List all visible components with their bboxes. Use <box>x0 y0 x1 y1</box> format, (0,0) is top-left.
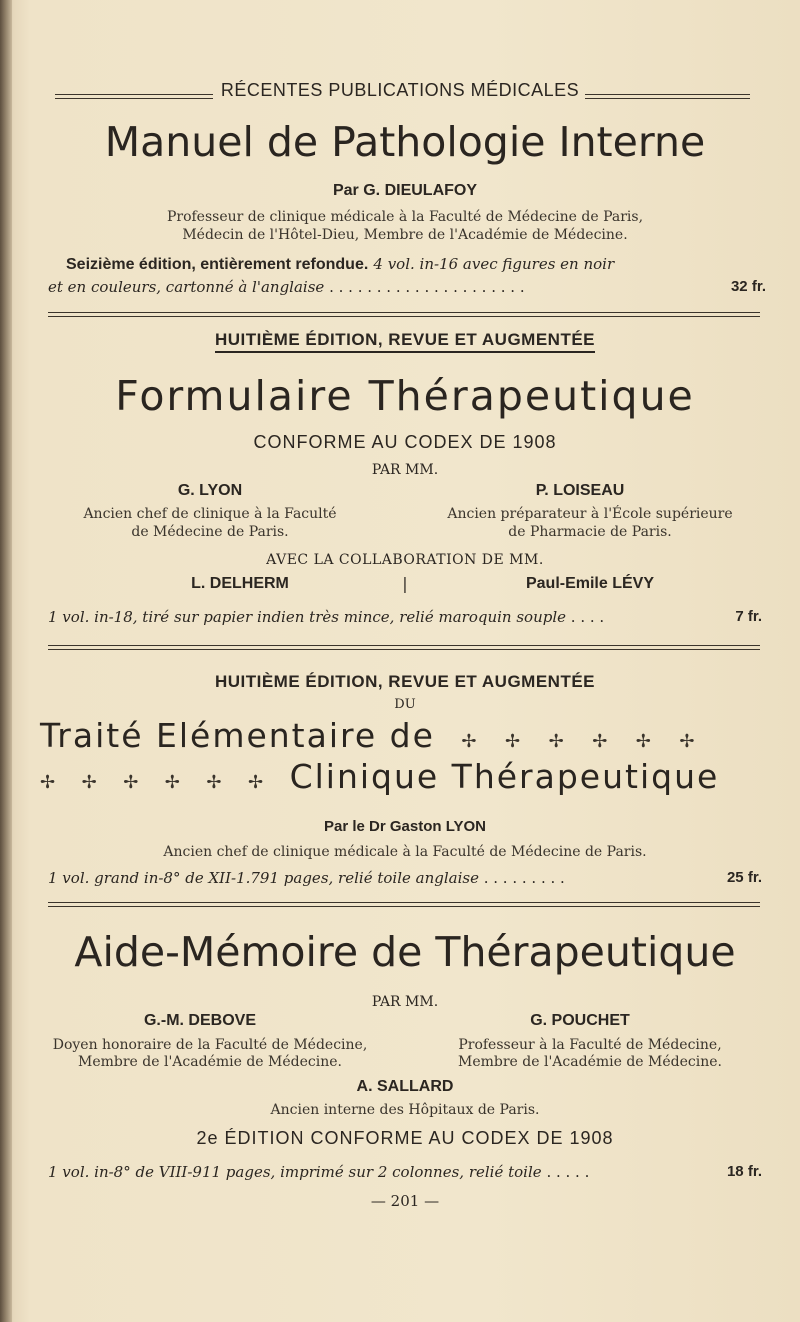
book4-author-third-cred: Ancien interne des Hôpitaux de Paris. <box>270 1102 540 1118</box>
book1-leader: . . . . . . . . . . . . . . . . . . . . . <box>329 278 525 296</box>
book3-title-2: Clinique Thérapeutique <box>289 757 720 796</box>
book2-collab-right: Paul-Emile LÉVY <box>525 575 655 592</box>
ornament-icon: ✢ <box>40 772 58 793</box>
book1-author: Par G. DIEULAFOY <box>332 182 478 199</box>
book3-detail: 1 vol. grand in-8° de XII-1.791 pages, relié toile anglaise <box>48 869 479 887</box>
book2-price: 7 fr. <box>735 608 762 625</box>
book2-author-left: G. LYON <box>177 482 243 499</box>
book3-title-line-1 <box>40 716 770 755</box>
book4-detail: 1 vol. in-8° de VIII-911 pages, imprimé sur 2 colonnes, relié toile <box>48 1163 542 1181</box>
book2-collab: AVEC LA COLLABORATION DE MM. <box>266 552 544 568</box>
book2-author-right-cred-1: Ancien préparateur à l'École supérieure <box>447 506 733 522</box>
book2-author-right-cred-2: de Pharmacie de Paris. <box>508 524 672 540</box>
book3-price: 25 fr. <box>726 869 762 886</box>
ornament-icon: ✢ <box>592 731 610 752</box>
book-spine-shadow <box>0 0 12 1322</box>
book4-author-third: A. SALLARD <box>356 1078 454 1095</box>
book4-leader: . . . . . <box>546 1163 590 1181</box>
book4-author-right-cred-2: Membre de l'Académie de Médecine. <box>458 1054 722 1070</box>
book4-price-line <box>48 1163 768 1181</box>
book4-author-right: G. POUCHET <box>530 1012 630 1029</box>
book2-title: Formulaire Thérapeutique <box>115 372 695 420</box>
book4-par: PAR MM. <box>371 994 439 1010</box>
book1-credentials-2: Médecin de l'Hôtel-Dieu, Membre de l'Académie de Médecine. <box>182 227 628 243</box>
ornament-icon: ✢ <box>461 731 479 752</box>
book2-edition: HUITIÈME ÉDITION, REVUE ET AUGMENTÉE <box>40 330 770 350</box>
book3-title-1: Traité Elémentaire de <box>40 716 435 755</box>
book2-author-right: P. LOISEAU <box>535 482 625 499</box>
ornament-icon: ✢ <box>164 772 182 793</box>
book4-edition: 2e ÉDITION CONFORME AU CODEX DE 1908 <box>196 1128 614 1148</box>
book3-price-line <box>48 869 768 887</box>
book2-subtitle: CONFORME AU CODEX DE 1908 <box>253 432 557 452</box>
book1-credentials-1: Professeur de clinique médicale à la Faculté de Médecine de Paris, <box>166 209 644 225</box>
book2-detail: 1 vol. in-18, tiré sur papier indien très mince, relié maroquin souple <box>48 608 567 626</box>
book4-author-right-cred-1: Professeur à la Faculté de Médecine, <box>458 1037 722 1053</box>
ornament-icon: ✢ <box>679 731 697 752</box>
book2-par: PAR MM. <box>371 462 439 478</box>
book3-edition: HUITIÈME ÉDITION, REVUE ET AUGMENTÉE <box>214 672 596 691</box>
book2-leader: . . . . <box>570 608 605 626</box>
book2-price-line <box>48 608 768 626</box>
book4-author-left-cred-1: Doyen honoraire de la Faculté de Médecine, <box>52 1037 368 1053</box>
header-rule-right <box>585 94 750 99</box>
book3-credentials: Ancien chef de clinique médicale à la Faculté de Médecine de Paris. <box>163 844 647 860</box>
book4-author-left-cred-2: Membre de l'Académie de Médecine. <box>78 1054 342 1070</box>
book2-collab-left: L. DELHERM <box>191 575 289 592</box>
ornament-icon: ✢ <box>81 772 99 793</box>
book1-price-line <box>48 278 768 296</box>
divider-1 <box>48 312 760 317</box>
book4-title: Aide-Mémoire de Thérapeutique <box>74 928 736 976</box>
book1-edition-detail: 4 vol. in-16 avec figures en noir <box>373 255 615 273</box>
header-rule-left <box>55 94 213 99</box>
book4-author-left: G.-M. DEBOVE <box>143 1012 256 1029</box>
divider-2 <box>48 645 760 650</box>
ornament-icon: ✢ <box>247 772 266 793</box>
ornament-icon: ✢ <box>206 772 224 793</box>
book2-collab-separator: | <box>402 574 408 593</box>
book2-author-left-cred-1: Ancien chef de clinique à la Faculté <box>83 506 337 522</box>
book3-title-line-2 <box>40 757 770 796</box>
book1-title: Manuel de Pathologie Interne <box>104 118 706 166</box>
book4-price: 18 fr. <box>726 1163 762 1180</box>
ornament-icon: ✢ <box>123 772 141 793</box>
book1-edition-line <box>66 254 766 274</box>
ornament-icon: ✢ <box>505 731 523 752</box>
ornament-icon: ✢ <box>635 731 653 752</box>
divider-3 <box>48 902 760 907</box>
header-label: RÉCENTES PUBLICATIONS MÉDICALES <box>220 80 580 100</box>
page-number: — 201 — <box>370 1192 440 1210</box>
book3-du: DU <box>394 697 416 712</box>
book1-edition-detail-2: et en couleurs, cartonné à l'anglaise <box>48 278 325 296</box>
book2-author-left-cred-2: de Médecine de Paris. <box>131 524 289 540</box>
book3-author: Par le Dr Gaston LYON <box>324 818 486 835</box>
book3-leader: . . . . . . . . . <box>483 869 565 887</box>
ornament-icon: ✢ <box>548 731 566 752</box>
book1-edition-bold: Seizième édition, entièrement refondue. <box>66 256 369 273</box>
book1-price: 32 fr. <box>730 278 766 295</box>
